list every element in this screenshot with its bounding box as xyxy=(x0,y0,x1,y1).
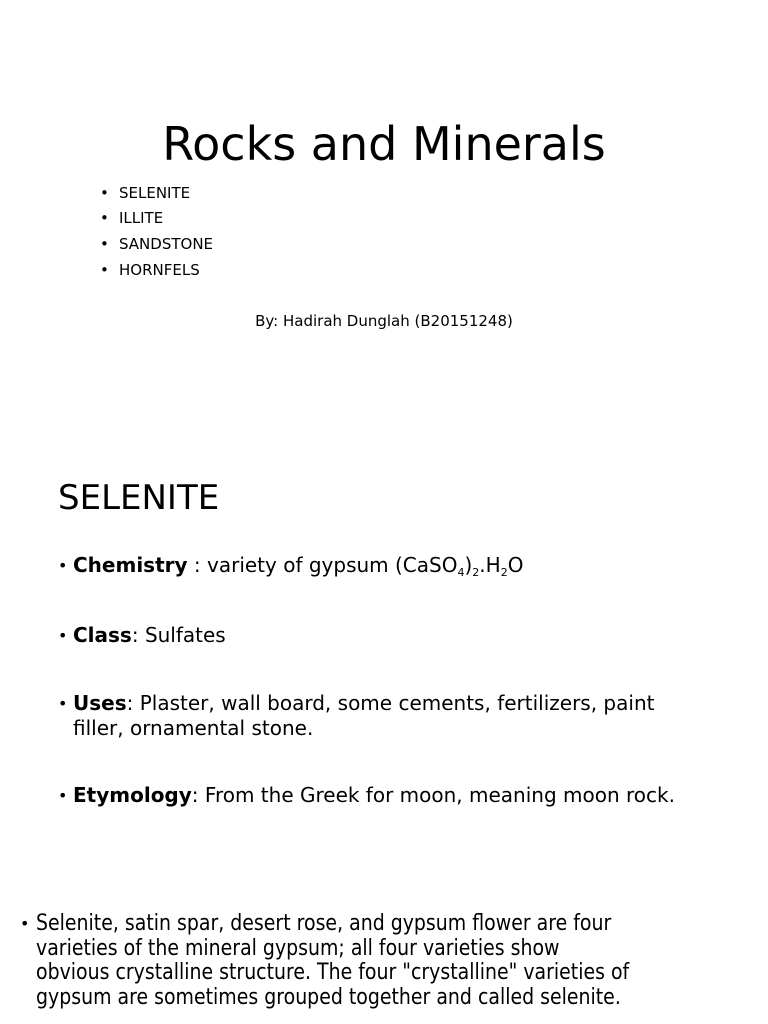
section-heading: SELENITE xyxy=(58,478,220,518)
list-item: • HORNFELS xyxy=(100,261,200,279)
chemistry-bullet: • Chemistry : variety of gypsum $(CaSO_4)_2.H_2O$ xyxy=(58,553,524,579)
class-bullet: • Class: Sulfates xyxy=(58,623,226,647)
list-item: • SANDSTONE xyxy=(100,235,214,253)
author-byline: By: Hadirah Dunglah (B20151248) xyxy=(255,312,513,330)
etymology-bullet: • Etymology: From the Greek for moon, meaning moon rock. xyxy=(58,783,675,807)
uses-bullet: • Uses: Plaster, wall board, some cements, fertilizers, paint filler, ornamental stone. xyxy=(58,691,655,740)
list-item: • SELENITE xyxy=(100,184,191,202)
list-item: • ILLITE xyxy=(100,209,164,227)
slide-title: Rocks and Minerals xyxy=(162,117,606,171)
selenite-description: • Selenite, satin spar, desert rose, and gypsum flower are four varieties of the mineral gypsum; all four varieties show obvious crystalline structure. The four "crystalline" varieties of gypsum are sometimes grouped together and called selenite. xyxy=(20,911,630,1010)
